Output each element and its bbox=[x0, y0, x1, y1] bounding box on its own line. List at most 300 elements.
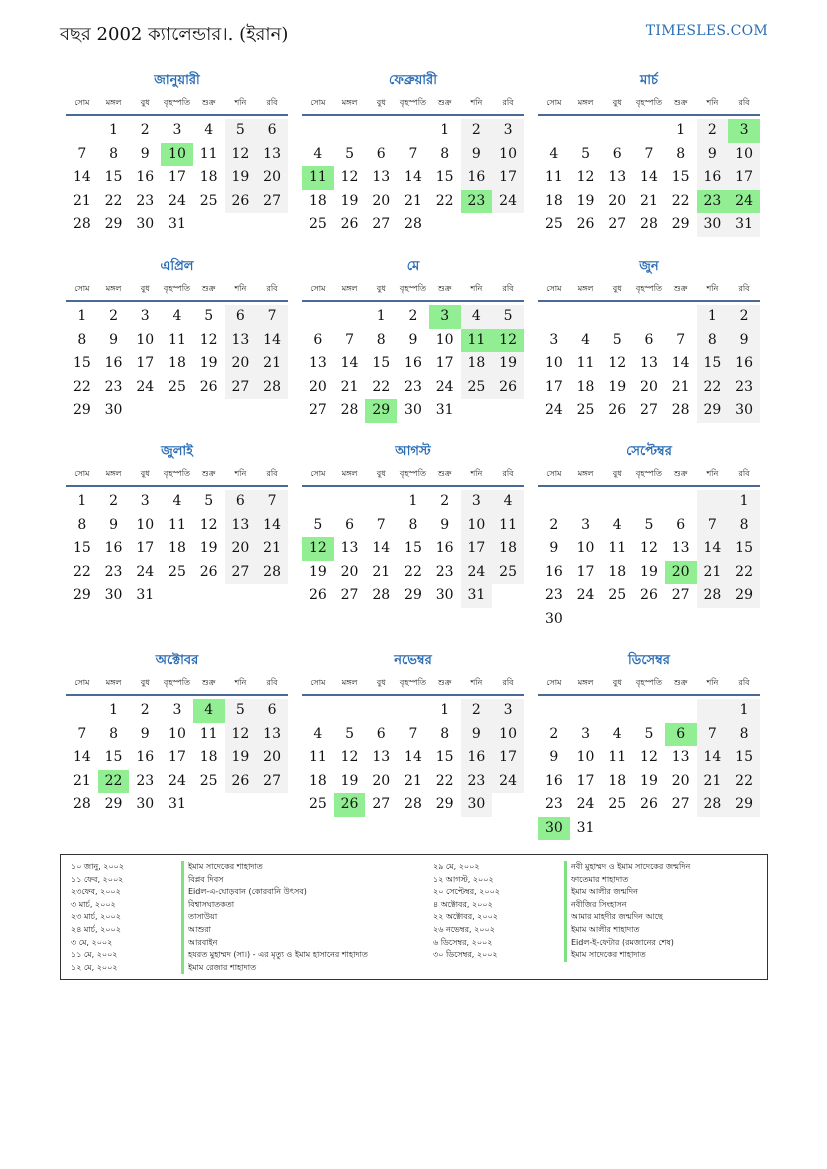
day-cell: 23 bbox=[404, 378, 422, 395]
day-cell: 8 bbox=[77, 331, 87, 348]
weekday-label: রবি bbox=[738, 678, 750, 687]
weekday-label: মঙ্গল bbox=[341, 98, 358, 107]
day-cell: 10 bbox=[161, 143, 193, 167]
day-grid bbox=[66, 490, 288, 608]
empty-cell bbox=[697, 490, 729, 514]
day-cell: 5 bbox=[612, 331, 622, 348]
weekday-label: বৃহস্পতি bbox=[635, 469, 663, 478]
day-cell: 29 bbox=[728, 793, 760, 817]
holiday-names-right bbox=[564, 861, 690, 962]
day-cell: 20 bbox=[640, 378, 658, 395]
day-cell: 18 bbox=[544, 192, 563, 209]
empty-cell bbox=[538, 490, 570, 514]
weekday-label: মঙ্গল bbox=[577, 98, 594, 107]
day-cell: 15 bbox=[104, 749, 123, 765]
day-grid bbox=[302, 305, 524, 423]
day-cell: 30 bbox=[538, 817, 570, 841]
day-cell: 10 bbox=[136, 331, 155, 348]
day-cell: 4 bbox=[549, 145, 559, 162]
day-cell: 9 bbox=[697, 143, 729, 167]
empty-cell bbox=[665, 817, 697, 841]
holiday-name: তাসাউয়া bbox=[181, 911, 368, 924]
day-cell: 15 bbox=[671, 169, 690, 185]
day-cell: 20 bbox=[256, 746, 288, 770]
day-cell: 22 bbox=[435, 772, 454, 789]
day-cell: 21 bbox=[72, 192, 91, 209]
day-cell: 18 bbox=[308, 192, 327, 209]
holiday-date: ১০ জানু, ২০০২ bbox=[71, 862, 125, 871]
weekday-label: বুধ bbox=[140, 678, 150, 687]
day-cell: 21 bbox=[404, 192, 422, 209]
day-cell: 21 bbox=[256, 352, 288, 376]
empty-cell bbox=[492, 213, 524, 237]
day-cell: 29 bbox=[671, 216, 690, 232]
day-cell: 15 bbox=[697, 352, 729, 376]
weekday-header bbox=[538, 672, 760, 696]
weekday-label: শুক্র bbox=[437, 284, 452, 293]
day-cell: 31 bbox=[168, 796, 186, 812]
weekday-label: সোম bbox=[74, 678, 90, 687]
day-cell: 16 bbox=[728, 352, 760, 376]
day-cell: 30 bbox=[697, 213, 729, 237]
day-cell: 22 bbox=[72, 563, 91, 580]
empty-cell bbox=[66, 119, 98, 143]
day-cell: 25 bbox=[199, 192, 218, 209]
day-cell: 9 bbox=[408, 331, 418, 348]
weekday-label: শনি bbox=[706, 98, 719, 107]
empty-cell bbox=[728, 608, 760, 632]
day-cell: 5 bbox=[204, 308, 214, 324]
day-cell: 1 bbox=[408, 493, 418, 509]
day-cell: 9 bbox=[109, 331, 119, 348]
weekday-label: সোম bbox=[546, 98, 562, 107]
day-cell: 1 bbox=[697, 305, 729, 329]
day-cell: 5 bbox=[644, 725, 654, 742]
day-cell: 14 bbox=[256, 514, 288, 538]
day-cell: 12 bbox=[608, 355, 627, 371]
weekday-label: বুধ bbox=[612, 98, 622, 107]
day-cell: 26 bbox=[576, 216, 595, 232]
day-cell: 9 bbox=[549, 749, 559, 765]
day-cell: 27 bbox=[640, 402, 658, 418]
weekday-label: শুক্র bbox=[673, 678, 688, 687]
day-cell: 21 bbox=[640, 192, 658, 209]
empty-cell bbox=[334, 305, 366, 329]
weekday-label: শুক্র bbox=[201, 98, 216, 107]
day-grid bbox=[302, 490, 524, 608]
day-cell: 24 bbox=[136, 378, 155, 395]
day-cell: 28 bbox=[372, 587, 391, 603]
day-cell: 27 bbox=[372, 796, 391, 812]
day-cell: 17 bbox=[136, 540, 155, 556]
day-cell: 3 bbox=[140, 308, 150, 324]
day-cell: 26 bbox=[334, 793, 366, 817]
day-cell: 22 bbox=[671, 192, 690, 209]
day-cell: 8 bbox=[408, 516, 418, 533]
day-cell: 8 bbox=[77, 516, 87, 533]
empty-cell bbox=[256, 584, 288, 608]
day-cell: 3 bbox=[429, 305, 461, 329]
day-cell: 11 bbox=[302, 166, 334, 190]
weekday-label: রবি bbox=[266, 469, 278, 478]
day-cell: 23 bbox=[104, 563, 123, 580]
weekday-label: মঙ্গল bbox=[105, 678, 122, 687]
day-cell: 11 bbox=[199, 145, 218, 162]
empty-cell bbox=[633, 699, 665, 723]
day-cell: 14 bbox=[72, 749, 91, 765]
day-cell: 6 bbox=[612, 145, 622, 162]
day-cell: 10 bbox=[492, 143, 524, 167]
day-cell: 23 bbox=[728, 376, 760, 400]
day-cell: 12 bbox=[225, 723, 257, 747]
holiday-date: ২৯ মে, ২০০২ bbox=[433, 862, 480, 871]
day-cell: 23 bbox=[544, 587, 563, 603]
weekday-label: বৃহস্পতি bbox=[635, 284, 663, 293]
empty-cell bbox=[225, 793, 257, 817]
month-name: মার্চ bbox=[639, 73, 658, 88]
day-cell: 25 bbox=[168, 378, 186, 395]
holiday-dates-right bbox=[433, 861, 500, 962]
day-cell: 20 bbox=[225, 352, 257, 376]
day-cell: 11 bbox=[608, 749, 627, 765]
day-cell: 5 bbox=[225, 119, 257, 143]
day-cell: 24 bbox=[544, 402, 563, 418]
weekday-label: শনি bbox=[234, 98, 247, 107]
empty-cell bbox=[161, 584, 193, 608]
day-cell: 1 bbox=[440, 122, 450, 138]
weekday-label: রবি bbox=[738, 98, 750, 107]
day-cell: 24 bbox=[492, 770, 524, 794]
holiday-name: ইমাম সাদেকের শাহাদাত bbox=[564, 949, 690, 962]
day-cell: 2 bbox=[697, 119, 729, 143]
empty-cell bbox=[225, 584, 257, 608]
day-grid bbox=[538, 119, 760, 237]
month-name: জুন bbox=[639, 259, 659, 274]
day-cell: 12 bbox=[199, 516, 218, 533]
day-cell: 12 bbox=[340, 169, 359, 185]
day-cell: 17 bbox=[544, 378, 563, 395]
empty-cell bbox=[570, 119, 602, 143]
weekday-label: শুক্র bbox=[673, 284, 688, 293]
day-cell: 7 bbox=[256, 490, 288, 514]
holiday-name: নবী মুহাম্মদ ও ইমাম সাদেকের জন্মদিন bbox=[564, 861, 690, 874]
day-cell: 31 bbox=[728, 213, 760, 237]
weekday-label: সোম bbox=[74, 469, 90, 478]
day-cell: 16 bbox=[404, 355, 422, 371]
empty-cell bbox=[397, 119, 429, 143]
day-cell: 7 bbox=[77, 725, 87, 742]
day-cell: 17 bbox=[461, 537, 493, 561]
day-cell: 28 bbox=[256, 561, 288, 585]
day-cell: 23 bbox=[461, 190, 493, 214]
empty-cell bbox=[665, 699, 697, 723]
weekday-label: সোম bbox=[310, 98, 326, 107]
day-cell: 25 bbox=[608, 796, 627, 812]
day-cell: 16 bbox=[136, 749, 155, 765]
day-cell: 19 bbox=[640, 772, 658, 789]
day-cell: 19 bbox=[576, 192, 595, 209]
empty-cell bbox=[492, 584, 524, 608]
day-grid bbox=[66, 305, 288, 423]
weekday-label: বুধ bbox=[376, 678, 386, 687]
day-cell: 18 bbox=[608, 772, 627, 789]
day-cell: 29 bbox=[365, 399, 397, 423]
day-cell: 20 bbox=[608, 192, 627, 209]
day-cell: 29 bbox=[104, 796, 123, 812]
holiday-name: Eidল-ই-ফেটার (রমজানের শেষ) bbox=[564, 937, 690, 950]
day-cell: 19 bbox=[340, 192, 359, 209]
day-cell: 8 bbox=[440, 725, 450, 742]
month-name: ডিসেম্বর bbox=[628, 653, 670, 668]
day-cell: 26 bbox=[199, 563, 218, 580]
day-cell: 1 bbox=[77, 308, 87, 324]
day-cell: 3 bbox=[172, 122, 182, 138]
day-cell: 4 bbox=[204, 122, 214, 138]
day-cell: 3 bbox=[140, 493, 150, 509]
weekday-label: শনি bbox=[470, 469, 483, 478]
weekday-label: রবি bbox=[502, 469, 514, 478]
month-calendar bbox=[538, 652, 760, 840]
day-cell: 23 bbox=[461, 770, 493, 794]
weekday-label: শুক্র bbox=[437, 678, 452, 687]
day-cell: 15 bbox=[728, 537, 760, 561]
holiday-name: আমার মাহদীর জন্মদিন আছে bbox=[564, 911, 690, 924]
day-cell: 26 bbox=[640, 587, 658, 603]
month-calendar bbox=[302, 652, 524, 817]
day-cell: 12 bbox=[576, 169, 595, 185]
empty-cell bbox=[302, 490, 334, 514]
empty-cell bbox=[256, 213, 288, 237]
day-cell: 20 bbox=[665, 561, 697, 585]
weekday-label: বুধ bbox=[612, 678, 622, 687]
day-cell: 8 bbox=[440, 145, 450, 162]
day-cell: 24 bbox=[576, 587, 595, 603]
day-cell: 7 bbox=[256, 305, 288, 329]
day-cell: 26 bbox=[608, 402, 627, 418]
empty-cell bbox=[256, 399, 288, 423]
empty-cell bbox=[461, 399, 493, 423]
weekday-label: মঙ্গল bbox=[341, 678, 358, 687]
empty-cell bbox=[601, 119, 633, 143]
weekday-header bbox=[66, 92, 288, 116]
day-cell: 9 bbox=[140, 725, 150, 742]
day-cell: 24 bbox=[576, 796, 595, 812]
weekday-label: রবি bbox=[266, 678, 278, 687]
day-cell: 2 bbox=[461, 699, 493, 723]
day-cell: 10 bbox=[576, 749, 595, 765]
day-cell: 6 bbox=[225, 490, 257, 514]
day-cell: 5 bbox=[345, 145, 355, 162]
day-cell: 10 bbox=[544, 355, 563, 371]
day-cell: 26 bbox=[199, 378, 218, 395]
day-cell: 18 bbox=[492, 537, 524, 561]
weekday-label: সোম bbox=[546, 469, 562, 478]
holiday-name: বিপ্লব দিবস bbox=[181, 874, 368, 887]
holiday-date: ১১ মে, ২০০২ bbox=[71, 950, 118, 960]
holiday-name: আশুরা bbox=[181, 924, 368, 937]
day-cell: 17 bbox=[728, 166, 760, 190]
day-cell: 12 bbox=[225, 143, 257, 167]
day-cell: 12 bbox=[302, 537, 334, 561]
day-cell: 27 bbox=[225, 376, 257, 400]
day-cell: 6 bbox=[225, 305, 257, 329]
day-cell: 1 bbox=[77, 493, 87, 509]
weekday-label: শনি bbox=[706, 469, 719, 478]
day-cell: 29 bbox=[72, 402, 91, 418]
day-cell: 13 bbox=[256, 143, 288, 167]
weekday-label: মঙ্গল bbox=[341, 469, 358, 478]
day-cell: 6 bbox=[665, 723, 697, 747]
day-cell: 6 bbox=[676, 516, 686, 533]
day-cell: 25 bbox=[461, 376, 493, 400]
weekday-label: শনি bbox=[470, 284, 483, 293]
empty-cell bbox=[129, 399, 161, 423]
empty-cell bbox=[334, 119, 366, 143]
month-name: সেপ্টেম্বর bbox=[626, 444, 672, 459]
holiday-date: ২৩ মার্চ, ২০০২ bbox=[71, 912, 121, 922]
day-cell: 25 bbox=[492, 561, 524, 585]
holiday-date: ৬ ডিসেম্বর, ২০০২ bbox=[433, 937, 493, 947]
weekday-label: শুক্র bbox=[673, 98, 688, 107]
weekday-label: মঙ্গল bbox=[105, 469, 122, 478]
weekday-label: রবি bbox=[738, 284, 750, 293]
day-cell: 21 bbox=[671, 378, 690, 395]
day-cell: 26 bbox=[225, 190, 257, 214]
day-cell: 22 bbox=[104, 192, 123, 209]
weekday-label: বৃহস্পতি bbox=[399, 284, 427, 293]
day-cell: 8 bbox=[109, 725, 119, 742]
day-cell: 11 bbox=[576, 355, 595, 371]
day-cell: 2 bbox=[140, 702, 150, 718]
day-cell: 14 bbox=[404, 749, 422, 765]
month-calendar bbox=[538, 443, 760, 631]
day-cell: 2 bbox=[549, 725, 559, 742]
empty-cell bbox=[302, 305, 334, 329]
day-cell: 2 bbox=[109, 493, 119, 509]
day-cell: 18 bbox=[199, 169, 218, 185]
page-title: বছর 2002 ক্যালেন্ডার।. (ইরান) bbox=[60, 24, 289, 45]
empty-cell bbox=[538, 119, 570, 143]
day-cell: 17 bbox=[136, 355, 155, 371]
weekday-label: শনি bbox=[234, 678, 247, 687]
day-cell: 14 bbox=[697, 537, 729, 561]
site-link[interactable]: TIMESLES.COM bbox=[645, 23, 768, 39]
day-cell: 3 bbox=[728, 119, 760, 143]
day-cell: 17 bbox=[576, 772, 595, 789]
day-cell: 21 bbox=[372, 563, 391, 580]
weekday-label: সোম bbox=[546, 284, 562, 293]
empty-cell bbox=[302, 699, 334, 723]
weekday-label: বৃহস্পতি bbox=[163, 469, 191, 478]
empty-cell bbox=[570, 608, 602, 632]
month-name: মে bbox=[406, 259, 420, 274]
weekday-label: বুধ bbox=[376, 284, 386, 293]
weekday-label: শনি bbox=[706, 284, 719, 293]
day-cell: 27 bbox=[671, 796, 690, 812]
holiday-date: ২৪ মার্চ, ২০০২ bbox=[71, 924, 121, 934]
day-cell: 20 bbox=[372, 772, 391, 789]
weekday-label: বুধ bbox=[376, 98, 386, 107]
weekday-label: বৃহস্পতি bbox=[399, 98, 427, 107]
day-cell: 29 bbox=[72, 587, 91, 603]
day-cell: 9 bbox=[109, 516, 119, 533]
day-cell: 28 bbox=[340, 402, 359, 418]
day-cell: 1 bbox=[109, 702, 119, 718]
empty-cell bbox=[633, 119, 665, 143]
month-name: ফেব্রুয়ারী bbox=[389, 73, 437, 88]
day-cell: 15 bbox=[372, 355, 391, 371]
month-calendar bbox=[66, 258, 288, 423]
day-cell: 4 bbox=[612, 516, 622, 533]
day-cell: 16 bbox=[544, 772, 563, 789]
day-cell: 29 bbox=[104, 216, 123, 232]
day-cell: 26 bbox=[308, 587, 327, 603]
day-cell: 2 bbox=[461, 119, 493, 143]
empty-cell bbox=[193, 793, 225, 817]
empty-cell bbox=[538, 699, 570, 723]
empty-cell bbox=[66, 699, 98, 723]
day-cell: 1 bbox=[676, 122, 686, 138]
day-cell: 30 bbox=[136, 216, 155, 232]
day-cell: 5 bbox=[581, 145, 591, 162]
day-cell: 24 bbox=[435, 378, 454, 395]
day-cell: 12 bbox=[340, 749, 359, 765]
empty-cell bbox=[601, 490, 633, 514]
empty-cell bbox=[601, 699, 633, 723]
day-cell: 18 bbox=[168, 540, 186, 556]
day-cell: 19 bbox=[225, 166, 257, 190]
day-cell: 8 bbox=[376, 331, 386, 348]
day-cell: 7 bbox=[345, 331, 355, 348]
weekday-label: রবি bbox=[502, 284, 514, 293]
day-cell: 3 bbox=[581, 725, 591, 742]
month-calendar bbox=[302, 72, 524, 237]
day-cell: 13 bbox=[340, 540, 359, 556]
day-cell: 9 bbox=[461, 723, 493, 747]
empty-cell bbox=[193, 399, 225, 423]
day-cell: 28 bbox=[404, 216, 422, 232]
empty-cell bbox=[697, 608, 729, 632]
weekday-label: বুধ bbox=[140, 98, 150, 107]
weekday-label: রবি bbox=[266, 284, 278, 293]
day-cell: 15 bbox=[72, 355, 91, 371]
day-cell: 7 bbox=[77, 145, 87, 162]
day-cell: 8 bbox=[697, 329, 729, 353]
weekday-label: সোম bbox=[310, 678, 326, 687]
empty-cell bbox=[697, 817, 729, 841]
weekday-header bbox=[66, 278, 288, 302]
day-cell: 14 bbox=[404, 169, 422, 185]
day-cell: 20 bbox=[308, 378, 327, 395]
weekday-header bbox=[538, 463, 760, 487]
day-cell: 6 bbox=[376, 725, 386, 742]
weekday-label: সোম bbox=[74, 98, 90, 107]
day-cell: 14 bbox=[671, 355, 690, 371]
day-cell: 9 bbox=[440, 516, 450, 533]
weekday-label: শুক্র bbox=[201, 678, 216, 687]
weekday-label: বৃহস্পতি bbox=[635, 98, 663, 107]
weekday-header bbox=[66, 463, 288, 487]
holiday-name: ইমাম সাদেকের শাহাদাত bbox=[181, 861, 368, 874]
day-cell: 2 bbox=[109, 308, 119, 324]
weekday-header bbox=[302, 672, 524, 696]
day-cell: 19 bbox=[308, 563, 327, 580]
empty-cell bbox=[225, 213, 257, 237]
day-cell: 8 bbox=[676, 145, 686, 162]
weekday-header bbox=[302, 278, 524, 302]
day-cell: 1 bbox=[728, 490, 760, 514]
month-calendar bbox=[302, 258, 524, 423]
